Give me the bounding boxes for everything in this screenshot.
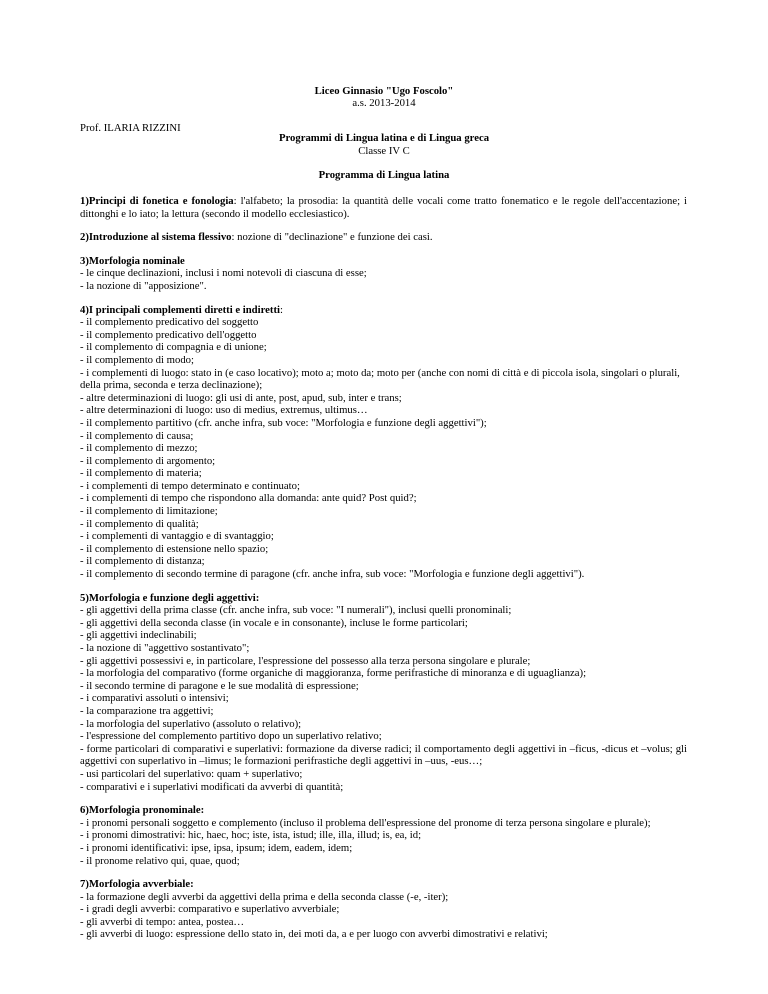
list-item: - il complemento di limitazione; <box>80 505 218 518</box>
list-item: - l'espressione del complemento partitivo dopo un superlativo relativo; <box>80 730 382 743</box>
list-item: - il complemento di secondo termine di paragone (cfr. anche infra, sub voce: "Morfologia e funzione degli aggettivi"). <box>80 568 585 581</box>
list-item: - i complementi di tempo determinato e continuato; <box>80 479 300 492</box>
list-item: - la morfologia del superlativo (assoluto o relativo); <box>80 717 302 730</box>
list-item: - il complemento partitivo (cfr. anche infra, sub voce: "Morfologia e funzione degli aggettivi"); <box>80 416 487 429</box>
list-item: - i pronomi dimostrativi: hic, haec, hoc; iste, ista, istud; ille, illa, illud; is, ea, id; <box>80 829 422 842</box>
list-item: - la formazione degli avverbi da aggettivi della prima e della seconda classe (-e, -iter); <box>80 890 449 903</box>
list-item: - altre determinazioni di luogo: gli usi di ante, post, apud, sub, inter e trans; <box>80 391 402 404</box>
section-title: 4)I principali complementi diretti e indiretti: <box>80 303 283 316</box>
section-text: : l'alfabeto; la prosodia: la quantità delle vocali come tratto fonematico e le regole dell'accentazione; i dittonghi e lo iato; la lettura (secondo il modello ecclesiastico). <box>80 195 687 220</box>
section-7 <box>80 878 687 941</box>
class-name: Classe IV C <box>358 144 410 157</box>
section-6 <box>80 804 687 867</box>
list-item: - i gradi degli avverbi: comparativo e superlativo avverbiale; <box>80 903 340 916</box>
list-item: - i pronomi identificativi: ipse, ipsa, ipsum; idem, eadem, idem; <box>80 841 353 854</box>
section-title: 3)Morfologia nominale <box>80 254 185 267</box>
list-item: - il complemento di distanza; <box>80 555 205 568</box>
list-item: - gli aggettivi possessivi e, in particolare, l'espressione del possesso alla terza persona singolare e plurale; <box>80 654 531 667</box>
section-1 <box>80 195 687 220</box>
list-item: - la nozione di "apposizione". <box>80 279 207 292</box>
school-name: Liceo Ginnasio "Ugo Foscolo" <box>314 85 454 97</box>
school-year: a.s. 2013-2014 <box>352 97 416 109</box>
school-year-wrap <box>0 97 768 110</box>
list-item: - altre determinazioni di luogo: uso di medius, extremus, ultimus… <box>80 404 368 417</box>
list-item: - la morfologia del comparativo (forme organiche di maggioranza, forme perifrastiche di minoranza e di uguaglianza); <box>80 667 587 680</box>
section-5 <box>80 592 687 794</box>
list-item: - gli aggettivi della prima classe (cfr. anche infra, sub voce: "I numerali"), inclusi quelli pronominali; <box>80 604 512 617</box>
list-item: - forme particolari di comparativi e superlativi: formazione da diverse radici; il comportamento degli aggettivi in –ficus, -dicus et –volus; gli aggettivi con superlativo in –limus; le formazioni perifrastiche degli aggettivi in –uus, -eus…; <box>80 742 687 768</box>
school-header <box>0 85 768 98</box>
list-item: - la nozione di "aggettivo sostantivato"; <box>80 642 250 654</box>
list-item: - il complemento di mezzo; <box>80 442 198 455</box>
list-item: - i complementi di vantaggio e di svantaggio; <box>80 530 274 543</box>
list-item: - il complemento di estensione nello spazio; <box>80 542 269 555</box>
list-item: - il complemento di causa; <box>80 429 194 442</box>
list-item: - il complemento predicativo dell'oggetto <box>80 328 257 341</box>
list-item: - comparativi e i superlativi modificati da avverbi di quantità; <box>80 780 344 793</box>
list-item: - i complementi di tempo che rispondono alla domanda: ante quid? Post quid?; <box>80 492 417 505</box>
section-title: 2)Introduzione al sistema flessivo <box>80 231 232 244</box>
section-4 <box>80 304 687 581</box>
list-item: - la comparazione tra aggettivi; <box>80 704 214 717</box>
program-title: Programmi di Lingua latina e di Lingua greca <box>278 132 490 144</box>
section-title: 7)Morfologia avverbiale: <box>80 878 194 891</box>
section-text: : nozione di "declinazione" e funzione dei casi. <box>231 231 433 244</box>
list-item: - i complementi di luogo: stato in (e caso locativo); moto a; moto da; moto per (anche con nomi di città e di piccola isola, singolari o plurali, della prima, seconda e terza declinazione); <box>80 366 680 392</box>
list-item: - i comparativi assoluti o intensivi; <box>80 692 229 705</box>
subtitle: Programma di Lingua latina <box>318 169 450 181</box>
list-item: - il complemento di qualità; <box>80 517 199 530</box>
program-heading <box>0 132 768 157</box>
section-2 <box>80 231 687 244</box>
section-title: 1)Principi di fonetica e fonologia <box>80 195 234 207</box>
list-item: - i pronomi personali soggetto e complemento (incluso il problema dell'espressione del pronome di terza persona singolare e plurale); <box>80 816 651 829</box>
list-item: - gli avverbi di tempo: antea, postea… <box>80 915 245 928</box>
list-item: - le cinque declinazioni, inclusi i nomi notevoli di ciascuna di esse; <box>80 267 367 280</box>
list-item: - gli aggettivi indeclinabili; <box>80 629 197 642</box>
list-item: - gli aggettivi della seconda classe (in vocale e in consonante), incluse le forme particolari; <box>80 616 468 629</box>
list-item: - il secondo termine di paragone e le sue modalità di espressione; <box>80 679 359 692</box>
list-item: - il pronome relativo qui, quae, quod; <box>80 854 240 867</box>
list-item: - il complemento di materia; <box>80 467 202 480</box>
list-item: - il complemento di modo; <box>80 353 194 366</box>
list-item: - gli avverbi di luogo: espressione dello stato in, dei moti da, a e per luogo con avverbi dimostrativi e relativi; <box>80 928 548 941</box>
list-item: - il complemento di argomento; <box>80 454 216 467</box>
list-item: - il complemento predicativo del soggetto <box>80 316 259 329</box>
list-item: - usi particolari del superlativo: quam + superlativo; <box>80 767 303 780</box>
professor-name: Prof. ILARIA RIZZINI <box>80 122 181 134</box>
section-title: 6)Morfologia pronominale: <box>80 804 205 817</box>
program-body <box>80 195 687 952</box>
section-3 <box>80 255 687 293</box>
list-item: - il complemento di compagnia e di unione; <box>80 341 267 354</box>
section-title: 5)Morfologia e funzione degli aggettivi: <box>80 591 260 604</box>
